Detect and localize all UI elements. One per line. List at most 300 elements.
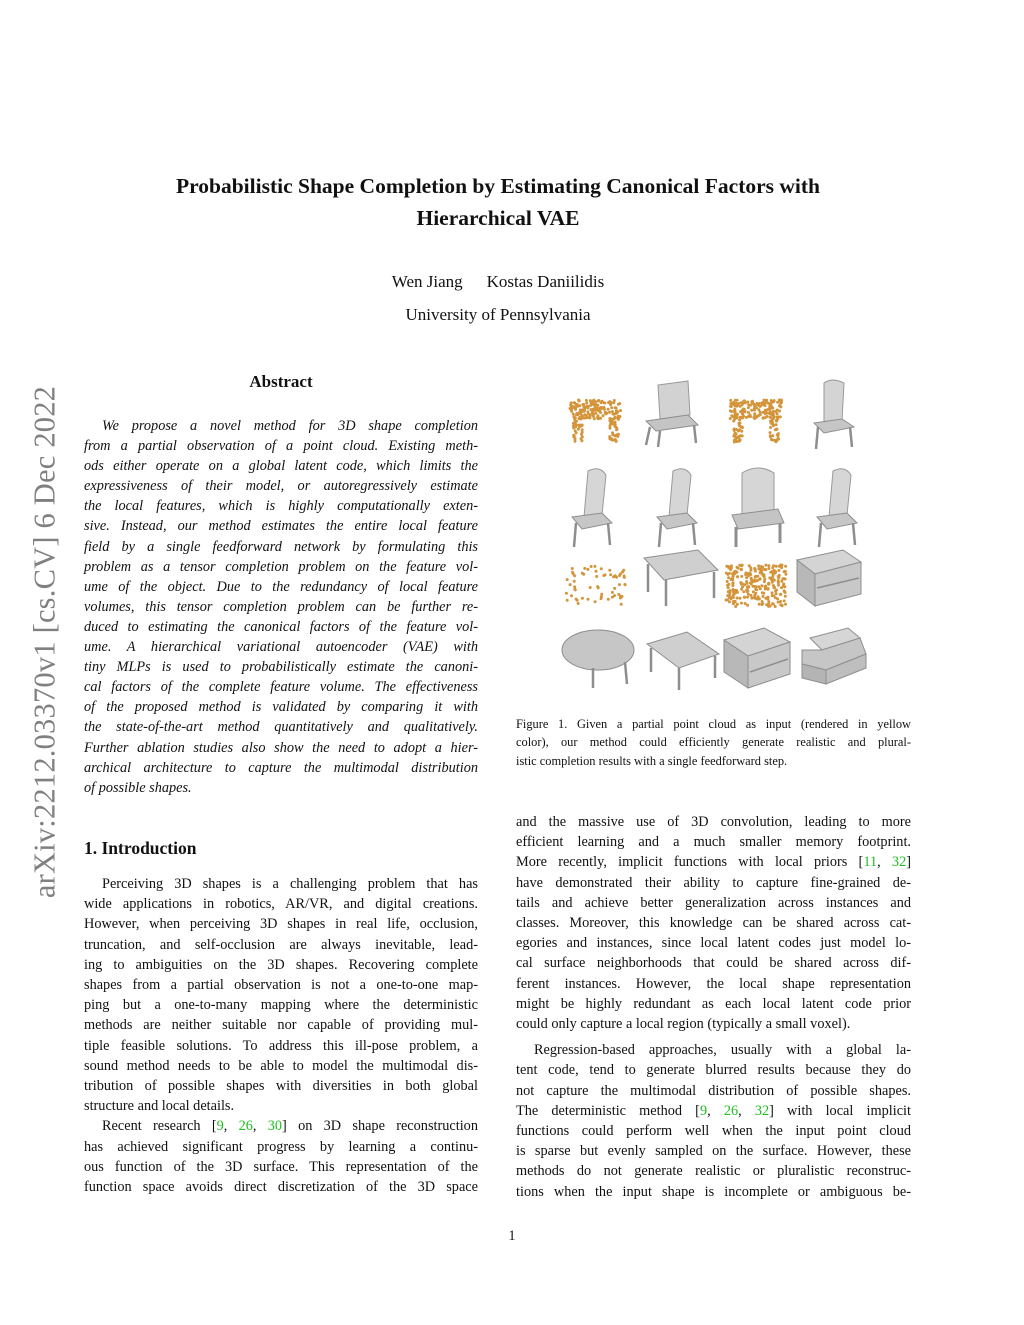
point [759,411,762,414]
point [572,572,575,575]
point [753,567,756,570]
author: Kostas Daniilidis [486,272,605,291]
point [608,435,611,438]
point [622,569,625,572]
point [732,420,735,423]
citation-link[interactable]: 32 [891,854,907,871]
point [777,416,780,419]
point [570,594,573,597]
point [746,586,749,589]
point [747,593,750,596]
citation-link[interactable]: 32 [754,1102,770,1119]
point [618,583,621,586]
point [593,565,596,568]
point [734,589,737,592]
point [779,405,782,408]
point [734,432,737,435]
point [741,426,744,429]
point [752,403,755,406]
point [751,585,754,588]
point [588,413,591,416]
author-list [100,270,896,294]
point [753,596,756,599]
tv-stand-shape [797,550,861,606]
point [764,412,767,415]
point [773,399,776,402]
page-number: 1 [508,1228,516,1244]
point [740,602,743,605]
point [726,580,729,583]
point [586,568,589,571]
point [589,586,592,589]
point [594,404,597,407]
point [759,587,762,590]
partial-point-cloud-table-2 [729,399,783,444]
point [771,417,774,420]
armchair-shape [732,468,784,547]
point [784,565,787,568]
point [765,399,768,402]
point [727,583,730,586]
point [777,579,780,582]
point [609,573,612,576]
point [783,577,786,580]
point [739,410,742,413]
point [573,585,576,588]
point [614,406,617,409]
point [615,428,618,431]
point [769,426,772,429]
point [768,412,771,415]
point [735,417,738,420]
point [762,595,765,598]
point [778,410,781,413]
point [615,411,618,414]
point [596,416,599,419]
point [763,580,766,583]
point [566,599,569,602]
point [771,570,774,573]
point [771,566,774,569]
cabinet-table-shape [724,628,790,688]
point [611,433,614,436]
point [747,411,750,414]
point [762,416,765,419]
point [616,417,619,420]
point [615,440,618,443]
point [771,407,774,410]
point [613,399,616,402]
point [598,410,601,413]
point [611,410,614,413]
point [775,565,778,568]
citation-link[interactable]: 11 [863,854,878,871]
point [737,567,740,570]
point [768,583,771,586]
point [754,570,757,573]
point [734,605,737,608]
point [609,403,612,406]
point [769,434,772,437]
point [741,564,744,567]
citation-link[interactable]: 9 [216,1118,224,1135]
point [736,597,739,600]
point [741,416,744,419]
point [596,404,599,407]
point [758,578,761,581]
point [775,592,778,595]
point [589,404,592,407]
point [592,409,595,412]
point [734,571,737,574]
point [573,401,576,404]
point [762,573,765,576]
point [767,564,770,567]
point [750,577,753,580]
point [574,440,577,443]
point [600,401,603,404]
point [776,401,779,404]
point [732,600,735,603]
table-shape [644,550,718,606]
point [746,596,749,599]
point [565,592,568,595]
point [728,596,731,599]
point [772,574,775,577]
point [611,596,614,599]
point [757,595,760,598]
point [575,431,578,434]
point [762,592,765,595]
point [750,597,753,600]
point [771,602,774,605]
point [747,574,750,577]
point [613,587,616,590]
point [771,422,774,425]
point [595,575,598,578]
point [783,591,786,594]
point [743,596,746,599]
point [569,403,572,406]
point [740,568,743,571]
citation-link[interactable]: 26 [723,1102,739,1119]
point [614,423,617,426]
point [594,409,597,412]
point [765,603,768,606]
point [732,435,735,438]
point [773,439,776,442]
point [741,582,744,585]
section-heading-introduction: 1. Introduction [84,838,197,858]
point [779,603,782,606]
chair-shape [814,380,854,449]
point [767,588,770,591]
partial-point-cloud-fragments [565,565,627,606]
point [729,417,732,420]
point [778,565,781,568]
point [612,417,615,420]
point [727,566,730,569]
point [736,575,739,578]
point [763,402,766,405]
point [735,439,738,442]
point [774,605,777,608]
abstract-body: We propose a novel method for 3D shape completion from a partial observation of a point cloud. Existing meth- ods either operate on a global latent code, which limits the expressiveness of their model, or autoregressively estimate the local features, which is highly computationally exten- sive. Instead, our method estimates the entire local feature field by a single feedforward network by formulating this problem as a tensor completion problem on the feature vol- ume of the object. Due to the redundancy of local feature volumes, this tensor completion problem can be further re- duced to estimating the canonical factors of the feature vol- ume. A hierarchical variational autoencoder (VAE) with tiny MLPs is used to probabilistically estimate the canoni- cal factors of the complete feature volume. The effectiveness of the proposed method is validated by comparing it with the state-of-the-art method quantitatively and qualitatively. Further ablation studies also show the need to adopt a hier- archical architecture to capture the multimodal distribution of possible shapes. [84,418,478,796]
point [597,400,600,403]
point [767,408,770,411]
point [761,600,764,603]
point [755,585,758,588]
point [617,403,620,406]
point [784,595,787,598]
figure-caption: Figure 1. Given a partial point cloud as input (rendered in yellow color), our method could efficiently generate realistic and plural- istic completion results with a single feedforward step. [516,717,911,768]
point [594,412,597,415]
point [581,597,584,600]
point [777,575,780,578]
paper-title: Probabilistic Shape Completion by Estimating Canonical Factors with Hierarchical VAE [175,174,821,230]
point [615,576,618,579]
point [728,600,731,603]
point [580,439,583,442]
point [777,601,780,604]
point [752,416,755,419]
point [741,434,744,437]
point [572,435,575,438]
point [739,405,742,408]
citation-link[interactable]: 9 [699,1102,708,1119]
point [767,600,770,603]
point [583,567,586,570]
point [745,588,748,591]
point [767,567,770,570]
point [760,568,763,571]
point [780,399,783,402]
point [590,565,593,568]
point [575,423,578,426]
point [772,584,775,587]
point [577,428,580,431]
right-p2-cite-line: The deterministic method [9, 26, 32] with local implicit [516,1102,911,1119]
point [769,431,772,434]
point [566,578,569,581]
point [727,576,730,579]
point [580,433,583,436]
point [572,413,575,416]
point [755,402,758,405]
intro-left-column: Perceiving 3D shapes is a challenging problem that has wide applications in robotics, AR/VR, and digital creations. However, when perceiving 3D shapes in real life, occlusion, truncation, and self-occlusion are always inevitable, lead- ing to ambiguities on the 3D shapes. Recovering complete shapes from a partial observation is not a one-to-one map- ping but a one-to-many mapping where the deterministic methods are neither suitable nor capable of providing mul- tiple feasible solutions. To address this ill-pose problem, a sound method needs to be able to model the multimodal dis- tribution of possible shapes with diversities in both global structure and local details. Recent research [9, 26, 30] on 3D shape reconstruction has achieved significant progress by learning a continu- ous function of the 3D surface. This representation of the function space avoids direct discretization of the 3D space [84,876,478,1196]
point [600,595,603,598]
point [577,602,580,605]
point [596,585,599,588]
point [620,603,623,606]
point [729,399,732,402]
point [621,595,624,598]
point [731,582,734,585]
point [738,440,741,443]
point [740,575,743,578]
point [581,408,584,411]
point [771,413,774,416]
point [783,599,786,602]
point [570,408,573,411]
point [725,599,728,602]
point [609,427,612,430]
partial-point-cloud-coffee-table [725,564,788,609]
point [749,566,752,569]
point [730,567,733,570]
point [735,436,738,439]
point [617,433,620,436]
right-cite-line: More recently, implicit functions with local priors [11, 32] [516,854,911,871]
point [608,569,611,572]
point [774,428,777,431]
point [784,570,787,573]
point [585,402,588,405]
point [569,583,572,586]
point [754,575,757,578]
point [760,584,763,587]
point [754,592,757,595]
point [776,433,779,436]
point [601,407,604,410]
point [575,412,578,415]
point [774,596,777,599]
point [764,564,767,567]
point [753,579,756,582]
point [780,580,783,583]
point [729,409,732,412]
point [756,414,759,417]
point [736,413,739,416]
point [572,415,575,418]
point [779,593,782,596]
author: Wen Jiang [391,272,463,291]
point [592,415,595,418]
citation-link[interactable]: 30 [267,1118,283,1135]
point [581,572,584,575]
point [578,416,581,419]
point [745,572,748,575]
citation-link[interactable]: 26 [238,1118,253,1135]
point [764,586,767,589]
point [774,570,777,573]
point [769,604,772,607]
point [764,597,767,600]
point [600,567,603,570]
point [624,583,627,586]
point [738,422,741,425]
point [592,399,595,402]
point [608,411,611,414]
point [617,593,620,596]
point [748,572,751,575]
point [747,406,750,409]
point [779,600,782,603]
point [607,408,610,411]
point [745,580,748,583]
point [747,415,750,418]
point [612,575,615,578]
point [740,430,743,433]
point [741,413,744,416]
point [599,417,602,420]
point [581,403,584,406]
sofa-shape [802,628,866,684]
intro-right-column: and the massive use of 3D convolution, leading to more efficient learning and a much smaller memory footprint. More recently, implicit functions with local priors [11, 32] have demonstrated their ability to capture fine-grained de- tails and achieve better generalization across instances and classes. Moreover, this knowledge can be shared across cat- egories and instances, since local latent codes just model lo- cal surface neighborhoods that could be shared across dif- ferent instances. However, the local shape representation might be highly redundant as each local latent code prior could only capture a local region (typically a small voxel). Regression-based approaches, usually with a global la- tent code, tend to generate blurred results because they do not capture the multimodal distribution of possible shapes. The deterministic method [9, 26, 32] with local implicit functions could perform well when the input point cloud is sparse but evenly sampled on the surface. However, these methods do not generate realistic or pluralistic reconstruc- tions when the input shape is incomplete or ambiguous be- [516,814,911,1200]
point [727,586,730,589]
point [585,399,588,402]
point [604,573,607,576]
chair-shape [657,469,697,547]
point [750,594,753,597]
point [774,590,777,593]
point [732,403,735,406]
bench-shape [647,632,719,690]
point [742,590,745,593]
point [587,598,590,601]
point [775,420,778,423]
point [749,582,752,585]
point [623,575,626,578]
round-table-shape [562,630,634,688]
point [777,569,780,572]
point [742,401,745,404]
point [779,402,782,405]
point [584,406,587,409]
point [771,591,774,594]
point [775,423,778,426]
point [777,584,780,587]
chair-shape [646,381,698,447]
point [733,428,736,431]
point [757,565,760,568]
point [751,400,754,403]
intro-cite-line: Recent research [9, 26, 30] on 3D shape reconstruction [102,1118,478,1135]
abstract-heading: Abstract [249,372,313,391]
point [573,580,576,583]
point [608,400,611,403]
point [732,596,735,599]
point [619,409,622,412]
point [772,410,775,413]
affiliation: University of Pennsylvania [405,305,591,324]
point [774,410,777,413]
point [581,435,584,438]
point [763,568,766,571]
point [577,424,580,427]
point [746,604,749,607]
point [742,410,745,413]
point [618,574,621,577]
point [770,578,773,581]
point [576,599,579,602]
point [611,591,614,594]
point [758,603,761,606]
point [761,603,764,606]
point [594,600,597,603]
point [607,598,610,601]
point [577,399,580,402]
point [764,409,767,412]
point [771,594,774,597]
point [595,570,598,573]
point [734,399,737,402]
point [574,407,577,410]
point [605,412,608,415]
point [579,412,582,415]
partial-point-cloud-table [569,399,623,443]
chair-shape [572,469,612,547]
